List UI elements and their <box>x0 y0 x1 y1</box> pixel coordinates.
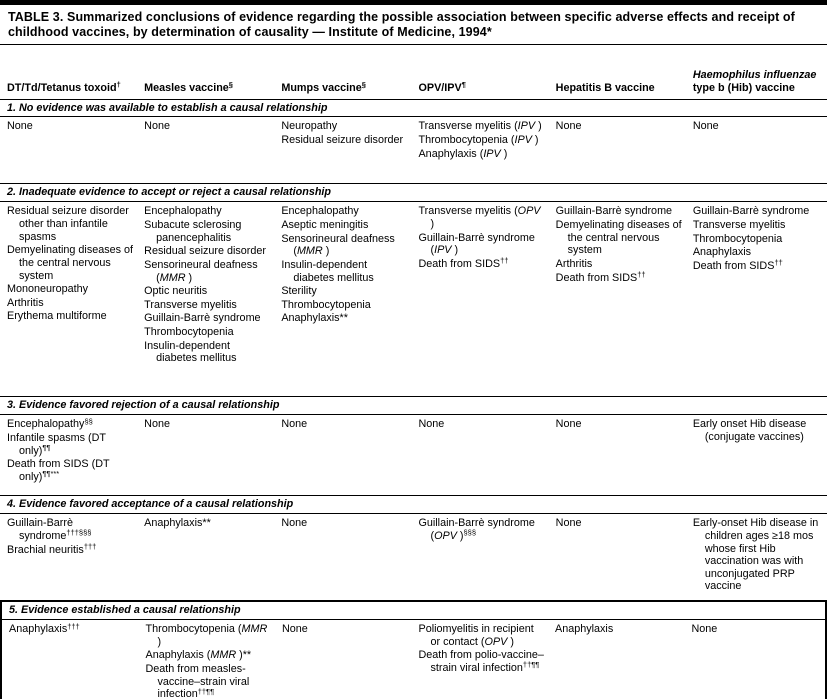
cell-item: None <box>692 120 719 133</box>
cell-item: Anaphylaxis <box>555 623 614 636</box>
cell-item: Death from polio-vaccine–strain viral infection††¶¶ <box>418 649 544 674</box>
cell-item: Death from SIDS†† <box>692 258 783 272</box>
cell-item: Poliomyelitis in recipient or contact (OPV ) <box>418 623 534 648</box>
column-header: OPV/IPV¶ <box>418 80 466 94</box>
cell-item: Anaphylaxis** <box>144 517 211 530</box>
column-header: Measles vaccine§ <box>144 80 233 94</box>
cell-item: Guillain-Barrè syndrome <box>692 205 810 218</box>
table-cell <box>146 623 273 699</box>
cell-item: None <box>281 418 308 431</box>
cell-item: None <box>282 623 308 636</box>
cell-item: Thrombocytopenia (IPV ) <box>418 134 539 147</box>
cell-item: Thrombocytopenia <box>281 298 371 311</box>
table-cell <box>144 418 271 432</box>
cell-item: Insulin-dependent diabetes mellitus <box>281 258 374 284</box>
table-cell <box>693 517 820 594</box>
table-cell <box>556 205 683 285</box>
cell-item: Erythema multiforme <box>7 310 107 323</box>
table-cell <box>281 205 408 326</box>
cell-item: Anaphylaxis (IPV ) <box>418 147 508 160</box>
table-cell <box>693 205 820 273</box>
table-cell <box>418 120 545 161</box>
cell-item: Sensorineural deafness (MMR ) <box>281 232 395 258</box>
cell-item: Optic neuritis <box>144 285 208 298</box>
column-header: DT/Td/Tetanus toxoid† <box>7 80 121 94</box>
table-section <box>0 495 827 599</box>
section-heading: 3. Evidence favored rejection of a causal relationship <box>0 396 827 415</box>
cell-item: Transverse myelitis <box>144 298 237 311</box>
table-section <box>0 396 827 495</box>
section-body <box>0 117 827 183</box>
table-cell <box>7 120 134 134</box>
table-section <box>0 183 827 396</box>
section-body <box>0 514 827 599</box>
table-cell <box>282 623 409 637</box>
section-body <box>2 620 825 699</box>
cell-item: Guillain-Barrè syndrome <box>144 312 261 325</box>
cell-item: Sensorineural deafness (MMR ) <box>144 258 258 284</box>
table-cell <box>693 418 820 444</box>
cell-item: None <box>418 418 445 431</box>
cell-item: Demyelinating diseases of the central nervous system <box>7 244 134 282</box>
cell-item: Aseptic meningitis <box>281 219 369 232</box>
cell-item: Early-onset Hib disease in children ages ≥18 mos whose first Hib vaccination was with unconjugated PRP vaccine <box>692 517 819 593</box>
table-cell <box>693 120 820 134</box>
cell-item: Death from SIDS (DT only)¶¶*** <box>7 458 110 483</box>
table-cell <box>418 517 545 543</box>
table-cell <box>281 418 408 432</box>
cell-item: None <box>7 120 33 133</box>
cell-item: Guillain-Barrè syndrome <box>555 205 673 218</box>
column-header: Haemophilus influenzae type b (Hib) vaccine <box>692 68 817 94</box>
section-heading: 5. Evidence established a causal relationship <box>2 602 825 620</box>
cell-item: Guillain-Barrè syndrome†††§§§ <box>7 517 92 542</box>
cell-item: Death from measles-vaccine–strain viral infection††¶¶ <box>145 662 250 699</box>
table-cell <box>281 517 408 531</box>
cell-item: Residual seizure disorder other than infantile spasms <box>7 205 129 243</box>
table-cell <box>7 517 134 557</box>
cell-item: None <box>144 418 170 431</box>
cell-item: Anaphylaxis <box>692 246 752 259</box>
cell-item: Residual seizure disorder <box>144 245 266 258</box>
cell-item: Anaphylaxis** <box>281 312 348 325</box>
cell-item: Arthritis <box>555 257 593 270</box>
table-cell <box>556 517 683 531</box>
table-cell <box>7 205 134 324</box>
cell-item: Subacute sclerosing panencephalitis <box>144 219 242 244</box>
table-cell <box>556 418 683 432</box>
cell-item: None <box>555 120 582 133</box>
table-title: TABLE 3. Summarized conclusions of evidence regarding the possible association between specific adverse effects and receipt of childhood vaccines, by determination of causality — Institute of Medicine, 1994* <box>0 5 827 45</box>
cell-item: Insulin-dependent diabetes mellitus <box>144 339 237 365</box>
table-cell <box>7 418 134 484</box>
cell-item: Residual seizure disorder <box>281 134 404 147</box>
cell-item: Guillain-Barrè syndrome (IPV ) <box>418 231 535 257</box>
cell-item: Early onset Hib disease (conjugate vaccines) <box>692 418 807 443</box>
table-section <box>0 99 827 184</box>
cell-item: Death from SIDS†† <box>418 256 509 270</box>
cell-item: None <box>555 418 582 431</box>
cell-item: Thrombocytopenia <box>692 232 783 245</box>
cell-item: Sterility <box>281 285 317 298</box>
cell-item: Thrombocytopenia <box>144 326 234 339</box>
cell-item: Infantile spasms (DT only)¶¶ <box>7 431 106 457</box>
table-section <box>0 600 827 699</box>
section-heading: 2. Inadequate evidence to accept or reject a causal relationship <box>0 183 827 202</box>
cell-item: Encephalopathy <box>144 205 222 218</box>
table-cell <box>281 120 408 147</box>
section-heading: 4. Evidence favored acceptance of a causal relationship <box>0 495 827 514</box>
cell-item: Guillain-Barrè syndrome (OPV )§§§ <box>418 517 535 542</box>
cell-item: None <box>555 517 582 530</box>
cell-item: Death from SIDS†† <box>555 270 646 284</box>
table-cell <box>692 623 819 637</box>
section-heading: 1. No evidence was available to establish a causal relationship <box>0 99 827 118</box>
cell-item: Transverse myelitis <box>692 219 786 232</box>
cell-item: Encephalopathy <box>281 205 359 218</box>
cell-item: Thrombocytopenia (MMR ) <box>145 623 268 648</box>
cell-item: Arthritis <box>7 296 44 309</box>
column-header: Mumps vaccine§ <box>281 80 366 94</box>
table-cell <box>9 623 136 637</box>
cell-item: Anaphylaxis (MMR )** <box>145 649 252 662</box>
cell-item: Mononeuropathy <box>7 283 89 296</box>
table-cell <box>555 623 682 637</box>
table-cell <box>556 120 683 134</box>
table-sections <box>0 99 827 699</box>
cell-item: Anaphylaxis††† <box>9 621 80 636</box>
cell-item: Encephalopathy§§ <box>7 416 93 431</box>
cell-item: None <box>144 120 170 133</box>
cell-item: Transverse myelitis (IPV ) <box>418 120 542 133</box>
cell-item: None <box>691 623 718 636</box>
cell-item: None <box>281 517 308 530</box>
cell-item: Neuropathy <box>281 120 338 133</box>
cell-item: Transverse myelitis (OPV ) <box>418 205 541 231</box>
section-body <box>0 415 827 495</box>
column-header: Hepatitis B vaccine <box>555 81 655 94</box>
column-header-row <box>0 45 827 99</box>
table-cell <box>418 205 545 271</box>
cell-item: Demyelinating diseases of the central nervous system <box>555 219 682 257</box>
section-body <box>0 202 827 396</box>
cell-item: Brachial neuritis††† <box>7 542 97 556</box>
table-cell <box>418 418 545 432</box>
table-cell <box>419 623 546 676</box>
table-cell <box>144 517 271 531</box>
table-cell <box>144 120 271 134</box>
table-cell <box>144 205 271 366</box>
